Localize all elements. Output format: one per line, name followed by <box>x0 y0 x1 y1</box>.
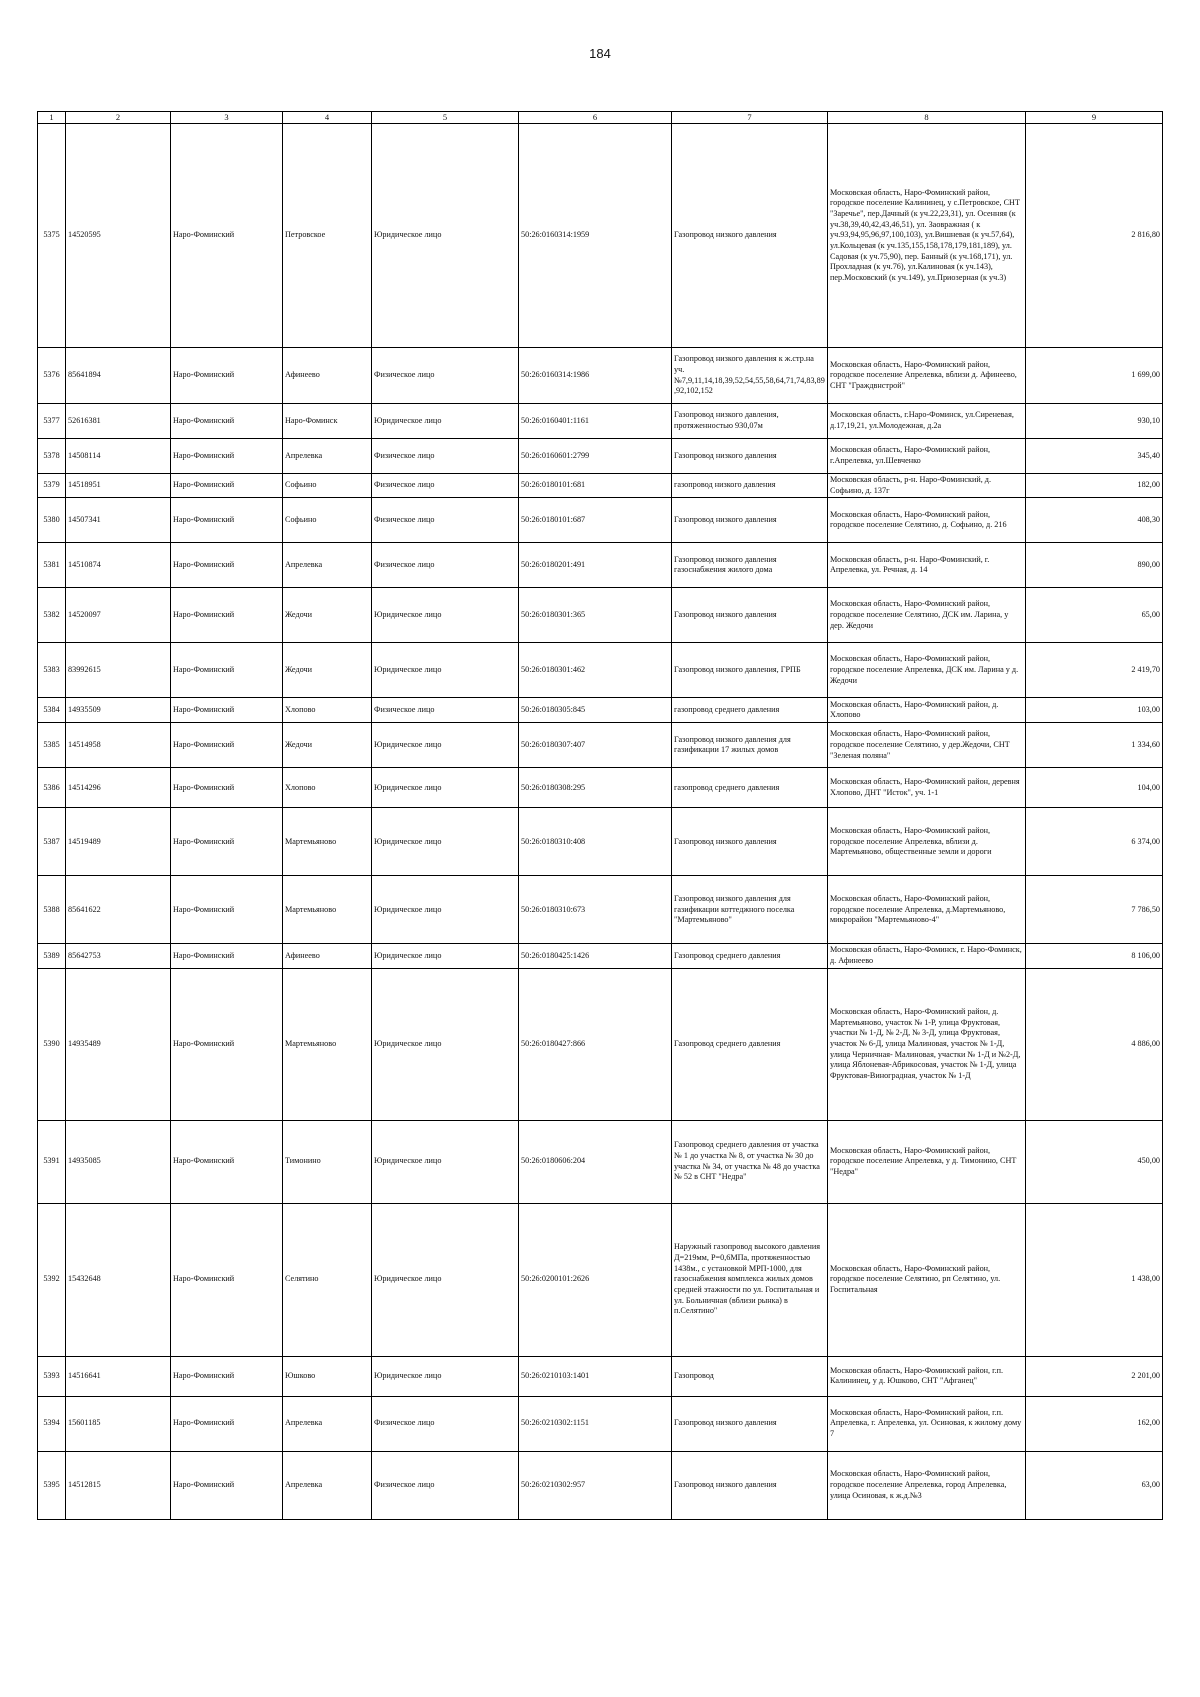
area-cell: 1 699,00 <box>1026 348 1163 404</box>
locality-cell: Селятино <box>283 1203 372 1356</box>
object-description-cell: Газопровод низкого давления, ГРПБ <box>672 643 828 698</box>
row-number-cell: 5376 <box>38 348 66 404</box>
owner-type-cell: Физическое лицо <box>372 1451 519 1519</box>
object-description-cell: Газопровод низкого давления <box>672 124 828 348</box>
address-cell: Московская область, Наро-Фоминск, г. Наро-Фоминск, д. Афинеево <box>828 944 1026 968</box>
cadastral-number-cell: 50:26:0180301:365 <box>519 588 672 643</box>
object-description-cell: Газопровод низкого давления, протяженностью 930,07м <box>672 404 828 439</box>
table-row <box>38 876 1163 944</box>
cadastral-number-cell: 50:26:0180425:1426 <box>519 944 672 968</box>
column-header: 9 <box>1026 112 1163 124</box>
area-cell: 63,00 <box>1026 1451 1163 1519</box>
area-cell: 6 374,00 <box>1026 808 1163 876</box>
district-cell: Наро-Фоминский <box>171 698 283 723</box>
area-cell: 890,00 <box>1026 543 1163 588</box>
table-row <box>38 543 1163 588</box>
district-cell: Наро-Фоминский <box>171 1203 283 1356</box>
address-cell: Московская область, Наро-Фоминский район, городское поселение Селятино, ДСК им. Ларина, у дер. Жедочи <box>828 588 1026 643</box>
column-header: 7 <box>672 112 828 124</box>
owner-type-cell: Юридическое лицо <box>372 768 519 808</box>
address-cell: Московская область, Наро-Фоминский район, г.п. Калининец, у д. Юшково, СНТ "Афганец" <box>828 1356 1026 1396</box>
district-cell: Наро-Фоминский <box>171 1396 283 1451</box>
row-number-cell: 5379 <box>38 474 66 498</box>
table-row <box>38 1396 1163 1451</box>
object-description-cell: Газопровод низкого давления <box>672 439 828 474</box>
district-cell: Наро-Фоминский <box>171 404 283 439</box>
district-cell: Наро-Фоминский <box>171 944 283 968</box>
code-cell: 52616381 <box>66 404 171 439</box>
cadastral-number-cell: 50:26:0200101:2626 <box>519 1203 672 1356</box>
table-body <box>38 124 1163 1520</box>
code-cell: 83992615 <box>66 643 171 698</box>
row-number-cell: 5382 <box>38 588 66 643</box>
owner-type-cell: Юридическое лицо <box>372 124 519 348</box>
row-number-cell: 5387 <box>38 808 66 876</box>
row-number-cell: 5383 <box>38 643 66 698</box>
table-row <box>38 723 1163 768</box>
code-cell: 14520595 <box>66 124 171 348</box>
locality-cell: Петровское <box>283 124 372 348</box>
object-description-cell: Газопровод низкого давления <box>672 808 828 876</box>
table-row <box>38 1356 1163 1396</box>
locality-cell: Жедочи <box>283 588 372 643</box>
area-cell: 162,00 <box>1026 1396 1163 1451</box>
district-cell: Наро-Фоминский <box>171 876 283 944</box>
cadastral-number-cell: 50:26:0180101:681 <box>519 474 672 498</box>
code-cell: 85641894 <box>66 348 171 404</box>
row-number-cell: 5378 <box>38 439 66 474</box>
address-cell: Московская область, Наро-Фоминский район, д. Мартемьяново, участок № 1-Р, улица Фруктовая, участки № 1-Д, № 2-Д, № 3-Д, улица Фруктовая, участок № 6-Д, улица Малиновая, участок № 1-Д, улица Черничная- Малиновая, участки № 1-Д и №2-Д, улица Яблоневая-Абрикосовая, участок № 1-Д, улица Фруктовая-Виноградная, участок № 1-Д <box>828 968 1026 1120</box>
cadastral-number-cell: 50:26:0180308:295 <box>519 768 672 808</box>
area-cell: 2 201,00 <box>1026 1356 1163 1396</box>
address-cell: Московская область, Наро-Фоминский район, городское поселение Апрелевка, ДСК им. Ларина у д. Жедочи <box>828 643 1026 698</box>
district-cell: Наро-Фоминский <box>171 1451 283 1519</box>
address-cell: Московская область, Наро-Фоминский район, городское поселение Селятино, рп Селятино, ул. Госпитальная <box>828 1203 1026 1356</box>
row-number-cell: 5385 <box>38 723 66 768</box>
district-cell: Наро-Фоминский <box>171 808 283 876</box>
owner-type-cell: Юридическое лицо <box>372 876 519 944</box>
locality-cell: Мартемьяново <box>283 876 372 944</box>
row-number-cell: 5381 <box>38 543 66 588</box>
address-cell: Московская область, Наро-Фоминский район, городское поселение Апрелевка, д.Мартемьяново, микрорайон "Мартемьяново-4" <box>828 876 1026 944</box>
address-cell: Московская область, Наро-Фоминский район, городское поселение Калининец, у с.Петровское, СНТ "Заречье", пер.Дачный (к уч.22,23,31), ул. Осенняя (к уч.38,39,40,42,43,46,51), ул. Заовражная ( к уч.93,94,95,96,97,100,103), ул.Вишневая (к уч.57,64), ул.Кольцевая (к уч.135,155,158,178,179,181,189), ул. Садовая (к уч.75,90), пер. Банный (к уч.168,171), ул. Прохладная (к уч.76), ул.Калиновая (к уч.143), пер.Московский (к уч.149), ул.Приозерная (к уч.3) <box>828 124 1026 348</box>
table-row <box>38 474 1163 498</box>
area-cell: 450,00 <box>1026 1120 1163 1203</box>
locality-cell: Мартемьяново <box>283 808 372 876</box>
table-row <box>38 348 1163 404</box>
district-cell: Наро-Фоминский <box>171 768 283 808</box>
locality-cell: Жедочи <box>283 723 372 768</box>
address-cell: Московская область, Наро-Фоминский район, городское поселение Апрелевка, у д. Тимонино, СНТ "Недра" <box>828 1120 1026 1203</box>
row-number-cell: 5386 <box>38 768 66 808</box>
code-cell: 14514296 <box>66 768 171 808</box>
district-cell: Наро-Фоминский <box>171 1120 283 1203</box>
area-cell: 1 334,60 <box>1026 723 1163 768</box>
address-cell: Московская область, г.Наро-Фоминск, ул.Сиреневая, д.17,19,21, ул.Молодежная, д.2а <box>828 404 1026 439</box>
owner-type-cell: Физическое лицо <box>372 1396 519 1451</box>
locality-cell: Мартемьяново <box>283 968 372 1120</box>
object-description-cell: газопровод среднего давления <box>672 698 828 723</box>
area-cell: 7 786,50 <box>1026 876 1163 944</box>
owner-type-cell: Юридическое лицо <box>372 723 519 768</box>
object-description-cell: Газопровод низкого давления <box>672 588 828 643</box>
code-cell: 14935085 <box>66 1120 171 1203</box>
object-description-cell: Газопровод среднего давления <box>672 968 828 1120</box>
district-cell: Наро-Фоминский <box>171 498 283 543</box>
locality-cell: Афинеево <box>283 348 372 404</box>
owner-type-cell: Физическое лицо <box>372 439 519 474</box>
cadastral-number-cell: 50:26:0180307:407 <box>519 723 672 768</box>
area-cell: 104,00 <box>1026 768 1163 808</box>
object-description-cell: Газопровод низкого давления для газификации коттеджного поселка "Мартемьяново" <box>672 876 828 944</box>
area-cell: 65,00 <box>1026 588 1163 643</box>
locality-cell: Апрелевка <box>283 1451 372 1519</box>
row-number-cell: 5393 <box>38 1356 66 1396</box>
area-cell: 2 816,80 <box>1026 124 1163 348</box>
owner-type-cell: Физическое лицо <box>372 348 519 404</box>
column-header: 4 <box>283 112 372 124</box>
district-cell: Наро-Фоминский <box>171 1356 283 1396</box>
row-number-cell: 5384 <box>38 698 66 723</box>
district-cell: Наро-Фоминский <box>171 474 283 498</box>
table-row <box>38 404 1163 439</box>
object-description-cell: Газопровод низкого давления для газификации 17 жилых домов <box>672 723 828 768</box>
column-header: 8 <box>828 112 1026 124</box>
column-header: 5 <box>372 112 519 124</box>
locality-cell: Тимонино <box>283 1120 372 1203</box>
area-cell: 182,00 <box>1026 474 1163 498</box>
column-header: 2 <box>66 112 171 124</box>
locality-cell: Софьино <box>283 474 372 498</box>
row-number-cell: 5375 <box>38 124 66 348</box>
locality-cell: Хлопово <box>283 768 372 808</box>
district-cell: Наро-Фоминский <box>171 588 283 643</box>
row-number-cell: 5395 <box>38 1451 66 1519</box>
cadastral-number-cell: 50:26:0180301:462 <box>519 643 672 698</box>
address-cell: Московская область, Наро-Фоминский район, городское поселение Апрелевка, вблизи д. Афинеево, СНТ "Граждвнстрой" <box>828 348 1026 404</box>
code-cell: 14518951 <box>66 474 171 498</box>
address-cell: Московская область, р-н. Наро-Фоминский, д. Софьино, д. 137г <box>828 474 1026 498</box>
owner-type-cell: Юридическое лицо <box>372 588 519 643</box>
cadastral-number-cell: 50:26:0210302:1151 <box>519 1396 672 1451</box>
address-cell: Московская область, Наро-Фоминский район, городское поселение Селятино, д. Софьино, д. 216 <box>828 498 1026 543</box>
code-cell: 14510874 <box>66 543 171 588</box>
object-description-cell: Газопровод низкого давления газоснабжения жилого дома <box>672 543 828 588</box>
owner-type-cell: Физическое лицо <box>372 698 519 723</box>
owner-type-cell: Юридическое лицо <box>372 1356 519 1396</box>
row-number-cell: 5389 <box>38 944 66 968</box>
table-row <box>38 968 1163 1120</box>
cadastral-number-cell: 50:26:0180310:673 <box>519 876 672 944</box>
object-description-cell: Наружный газопровод высокого давления Д=219мм, Р=0,6МПа, протяженностью 1438м., с установкой МРП-1000, для газоснабжения комплекса жилых домов средней этажности по ул. Госпитальная и ул. Больничная (вблизи рынка) в п.Селятино" <box>672 1203 828 1356</box>
table-row <box>38 1203 1163 1356</box>
cadastral-number-cell: 50:26:0180101:687 <box>519 498 672 543</box>
owner-type-cell: Юридическое лицо <box>372 643 519 698</box>
table-row <box>38 439 1163 474</box>
owner-type-cell: Юридическое лицо <box>372 1203 519 1356</box>
locality-cell: Жедочи <box>283 643 372 698</box>
table-row <box>38 698 1163 723</box>
owner-type-cell: Юридическое лицо <box>372 404 519 439</box>
column-header: 6 <box>519 112 672 124</box>
code-cell: 15432648 <box>66 1203 171 1356</box>
row-number-cell: 5377 <box>38 404 66 439</box>
table-row <box>38 944 1163 968</box>
locality-cell: Апрелевка <box>283 1396 372 1451</box>
district-cell: Наро-Фоминский <box>171 723 283 768</box>
table-row <box>38 643 1163 698</box>
object-description-cell: Газопровод низкого давления к ж.стр.на уч.№7,9,11,14,18,39,52,54,55,58,64,71,74,83,89,92,102,152 <box>672 348 828 404</box>
object-description-cell: газопровод низкого давления <box>672 474 828 498</box>
locality-cell: Афинеево <box>283 944 372 968</box>
code-cell: 15601185 <box>66 1396 171 1451</box>
code-cell: 14512815 <box>66 1451 171 1519</box>
address-cell: Московская область, Наро-Фоминский район, городское поселение Селятино, у дер.Жедочи, СНТ "Зеленая поляна" <box>828 723 1026 768</box>
code-cell: 85641622 <box>66 876 171 944</box>
district-cell: Наро-Фоминский <box>171 124 283 348</box>
cadastral-number-cell: 50:26:0180310:408 <box>519 808 672 876</box>
cadastral-number-cell: 50:26:0180305:845 <box>519 698 672 723</box>
owner-type-cell: Юридическое лицо <box>372 808 519 876</box>
owner-type-cell: Физическое лицо <box>372 498 519 543</box>
area-cell: 4 886,00 <box>1026 968 1163 1120</box>
row-number-cell: 5394 <box>38 1396 66 1451</box>
owner-type-cell: Юридическое лицо <box>372 1120 519 1203</box>
code-cell: 14508114 <box>66 439 171 474</box>
address-cell: Московская область, Наро-Фоминский район, г.п. Апрелевка, г. Апрелевка, ул. Осиновая, к жилому дому 7 <box>828 1396 1026 1451</box>
object-description-cell: Газопровод <box>672 1356 828 1396</box>
column-header: 3 <box>171 112 283 124</box>
page-number: 184 <box>589 46 611 61</box>
address-cell: Московская область, Наро-Фоминский район, д. Хлопово <box>828 698 1026 723</box>
column-header: 1 <box>38 112 66 124</box>
code-cell: 14516641 <box>66 1356 171 1396</box>
table-row <box>38 1451 1163 1519</box>
locality-cell: Софьино <box>283 498 372 543</box>
code-cell: 14519489 <box>66 808 171 876</box>
row-number-cell: 5388 <box>38 876 66 944</box>
object-description-cell: Газопровод низкого давления <box>672 1396 828 1451</box>
locality-cell: Наро-Фоминск <box>283 404 372 439</box>
row-number-cell: 5391 <box>38 1120 66 1203</box>
code-cell: 14520097 <box>66 588 171 643</box>
cadastral-number-cell: 50:26:0210302:957 <box>519 1451 672 1519</box>
table-row <box>38 498 1163 543</box>
table-row <box>38 588 1163 643</box>
locality-cell: Апрелевка <box>283 439 372 474</box>
object-description-cell: Газопровод низкого давления <box>672 498 828 543</box>
column-number-row <box>38 112 1163 124</box>
code-cell: 14507341 <box>66 498 171 543</box>
district-cell: Наро-Фоминский <box>171 439 283 474</box>
cadastral-number-cell: 50:26:0180427:866 <box>519 968 672 1120</box>
registry-table <box>37 111 1163 1520</box>
cadastral-number-cell: 50:26:0160314:1959 <box>519 124 672 348</box>
cadastral-number-cell: 50:26:0180201:491 <box>519 543 672 588</box>
area-cell: 345,40 <box>1026 439 1163 474</box>
district-cell: Наро-Фоминский <box>171 543 283 588</box>
code-cell: 14514958 <box>66 723 171 768</box>
cadastral-number-cell: 50:26:0210103:1401 <box>519 1356 672 1396</box>
code-cell: 85642753 <box>66 944 171 968</box>
address-cell: Московская область, Наро-Фоминский район, деревня Хлопово, ДНТ "Исток", уч. 1-1 <box>828 768 1026 808</box>
row-number-cell: 5390 <box>38 968 66 1120</box>
area-cell: 8 106,00 <box>1026 944 1163 968</box>
cadastral-number-cell: 50:26:0180606:204 <box>519 1120 672 1203</box>
row-number-cell: 5380 <box>38 498 66 543</box>
locality-cell: Юшково <box>283 1356 372 1396</box>
district-cell: Наро-Фоминский <box>171 643 283 698</box>
address-cell: Московская область, р-н. Наро-Фоминский, г. Апрелевка, ул. Речная, д. 14 <box>828 543 1026 588</box>
locality-cell: Хлопово <box>283 698 372 723</box>
owner-type-cell: Юридическое лицо <box>372 968 519 1120</box>
table-row <box>38 1120 1163 1203</box>
code-cell: 14935489 <box>66 968 171 1120</box>
locality-cell: Апрелевка <box>283 543 372 588</box>
address-cell: Московская область, Наро-Фоминский район, городское поселение Апрелевка, город Апрелевка, улица Осиновая, к ж.д.№3 <box>828 1451 1026 1519</box>
cadastral-number-cell: 50:26:0160601:2799 <box>519 439 672 474</box>
district-cell: Наро-Фоминский <box>171 968 283 1120</box>
cadastral-number-cell: 50:26:0160314:1986 <box>519 348 672 404</box>
area-cell: 2 419,70 <box>1026 643 1163 698</box>
object-description-cell: газопровод среднего давления <box>672 768 828 808</box>
code-cell: 14935509 <box>66 698 171 723</box>
address-cell: Московская область, Наро-Фоминский район, городское поселение Апрелевка, вблизи д. Мартемьяново, общественные земли и дороги <box>828 808 1026 876</box>
address-cell: Московская область, Наро-Фоминский район, г.Апрелевка, ул.Шевченко <box>828 439 1026 474</box>
owner-type-cell: Физическое лицо <box>372 543 519 588</box>
object-description-cell: Газопровод среднего давления <box>672 944 828 968</box>
row-number-cell: 5392 <box>38 1203 66 1356</box>
table-row <box>38 808 1163 876</box>
object-description-cell: Газопровод среднего давления от участка № 1 до участка № 8, от участка № 30 до участка № 34, от участка № 48 до участка № 52 в СНТ "Недра" <box>672 1120 828 1203</box>
district-cell: Наро-Фоминский <box>171 348 283 404</box>
area-cell: 1 438,00 <box>1026 1203 1163 1356</box>
area-cell: 930,10 <box>1026 404 1163 439</box>
owner-type-cell: Физическое лицо <box>372 474 519 498</box>
area-cell: 408,30 <box>1026 498 1163 543</box>
cadastral-number-cell: 50:26:0160401:1161 <box>519 404 672 439</box>
table-row <box>38 768 1163 808</box>
area-cell: 103,00 <box>1026 698 1163 723</box>
table-row <box>38 124 1163 348</box>
owner-type-cell: Юридическое лицо <box>372 944 519 968</box>
object-description-cell: Газопровод низкого давления <box>672 1451 828 1519</box>
